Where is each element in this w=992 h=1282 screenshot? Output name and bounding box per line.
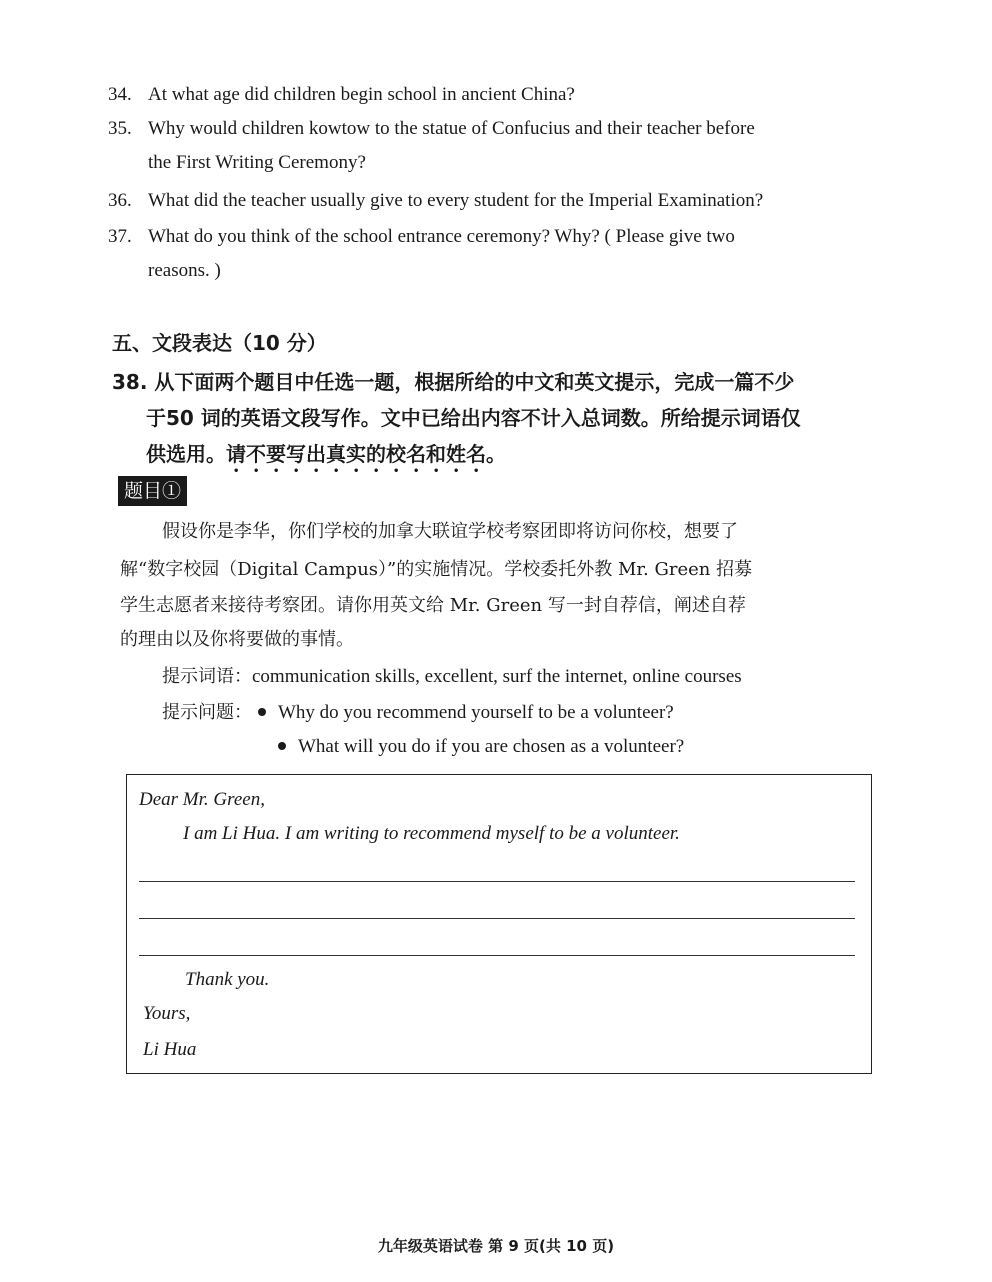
q38-emphasis: 请不要写出真实的校名和姓名 [226, 442, 486, 466]
writing-line[interactable] [139, 881, 855, 882]
q38-line-1: 38. 从下面两个题目中任选一题，根据所给的中文和英文提示，完成一篇不少 [112, 370, 795, 394]
letter-opening: I am Li Hua. I am writing to recommend myself to be a volunteer. [183, 823, 680, 844]
question-text-continued: the First Writing Ceremony? [148, 152, 366, 173]
page-footer: 九年级英语试卷 第 9 页(共 10 页) [377, 1237, 615, 1255]
question-number: 34. [108, 84, 132, 105]
hint-question-1 [162, 696, 674, 730]
question-text: Why would children kowtow to the statue of Confucius and their teacher before [148, 118, 755, 139]
topic-para-line-2: 解“数字校园（Digital Campus）”的实施情况。学校委托外教 Mr. Green 招募 [120, 559, 753, 580]
topic-badge: 题目① [118, 476, 187, 506]
hint-words-text: communication skills, excellent, surf the internet, online courses [252, 666, 742, 687]
section-title: 五、文段表达（10 分） [112, 331, 327, 355]
hint-question-text: What will you do if you are chosen as a volunteer? [298, 736, 685, 757]
question-34 [108, 78, 868, 112]
topic-para-line-1: 假设你是李华，你们学校的加拿大联谊学校考察团即将访问你校，想要了 [162, 521, 738, 542]
writing-line[interactable] [139, 955, 855, 956]
letter-signature: Li Hua [143, 1039, 197, 1060]
q38-line-3-plain: 供选用。 [146, 442, 226, 466]
hint-words [162, 660, 742, 694]
hint-words-label: 提示词语： [162, 666, 252, 687]
topic-para-line-4: 的理由以及你将要做的事情。 [120, 629, 354, 650]
hint-question-2 [272, 730, 684, 764]
question-text: What did the teacher usually give to every student for the Imperial Examination? [148, 190, 764, 211]
question-text: What do you think of the school entrance ceremony? Why? ( Please give two [148, 226, 735, 247]
question-36 [108, 184, 868, 218]
q38-line-2: 于50 词的英语文段写作。文中已给出内容不计入总词数。所给提示词语仅 [146, 406, 801, 430]
letter-answer-box [126, 774, 872, 1074]
question-number: 36. [108, 190, 132, 211]
letter-closing: Yours, [143, 1003, 191, 1024]
hint-questions-label: 提示问题： [162, 702, 252, 723]
bullet-icon [258, 708, 266, 716]
question-number: 35. [108, 118, 132, 139]
question-number: 37. [108, 226, 132, 247]
q38-line-3-end: 。 [486, 442, 506, 466]
question-37 [108, 220, 868, 288]
bullet-icon [278, 742, 286, 750]
q38-line-3 [112, 436, 872, 477]
writing-line[interactable] [139, 918, 855, 919]
topic-para-line-3: 学生志愿者来接待考察团。请你用英文给 Mr. Green 写一封自荐信，阐述自荐 [120, 595, 746, 616]
letter-thanks: Thank you. [185, 969, 270, 990]
letter-greeting: Dear Mr. Green, [139, 789, 265, 810]
question-text: At what age did children begin school in ancient China? [148, 84, 575, 105]
question-text-continued: reasons. ) [148, 260, 221, 281]
question-38 [112, 364, 872, 477]
hint-question-text: Why do you recommend yourself to be a volunteer? [278, 702, 674, 723]
question-35 [108, 112, 868, 180]
